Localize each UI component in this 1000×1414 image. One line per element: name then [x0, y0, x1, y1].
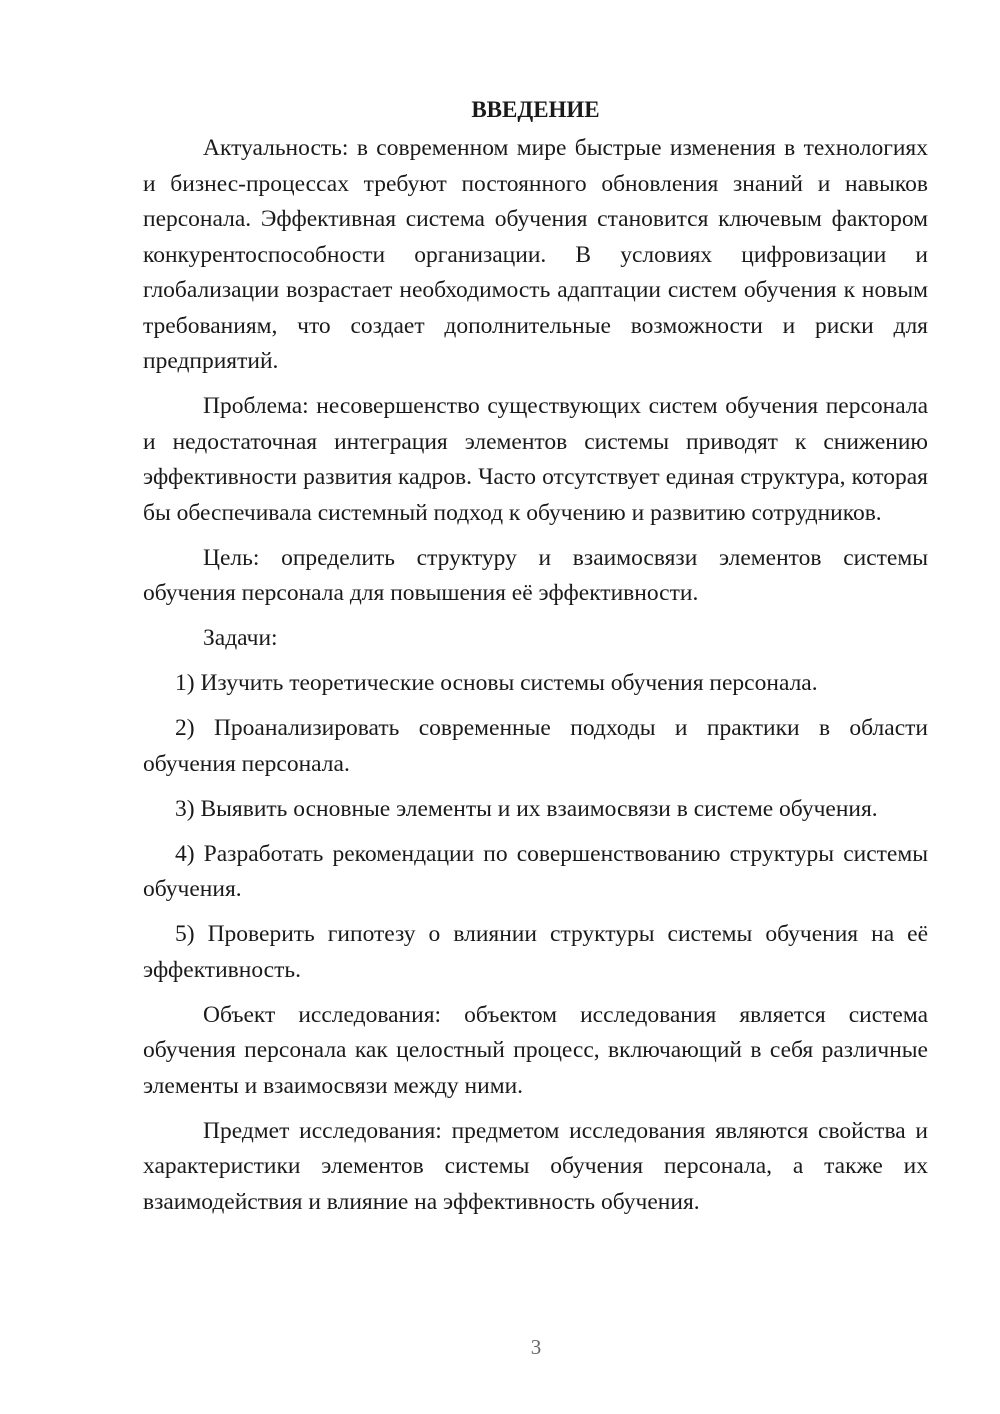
tasks-label: Задачи: [203, 625, 278, 651]
paragraph-object: Объект исследования: объектом исследования является система обучения персонала как целостный процесс, включающий в себя различные элементы и взаимосвязи между ними. [143, 1001, 928, 1099]
paragraph-goal: Цель: определить структуру и взаимосвязи элементов системы обучения персонала для повышения её эффективности. [143, 544, 928, 606]
paragraph-problem: Проблема: несовершенство существующих систем обучения персонала и недостаточная интеграция элементов системы приводят к снижению эффективности развития кадров. Часто отсутствует единая структура, которая бы обеспечивала системный подход к обучению и развитию сотрудников. [143, 393, 928, 526]
task-list [143, 666, 928, 988]
list-item: 3) Выявить основные элементы и их взаимосвязи в системе обучения. [175, 795, 878, 822]
paragraph-subject: Предмет исследования: предметом исследования являются свойства и характеристики элементов системы обучения персонала, а также их взаимодействия и влияние на эффективность обучения. [143, 1117, 928, 1215]
list-item: 5) Проверить гипотезу о влиянии структуры системы обучения на её эффективность. [143, 921, 928, 983]
section-heading: ВВЕДЕНИЕ [471, 97, 600, 122]
list-item: 2) Проанализировать современные подходы и практики в области обучения персонала. [143, 715, 928, 777]
page-number: 3 [530, 1335, 542, 1359]
list-item: 4) Разработать рекомендации по совершенствованию структуры системы обучения. [143, 840, 928, 902]
paragraph-relevance: Актуальность: в современном мире быстрые изменения в технологиях и бизнес-процессах требуют постоянного обновления знаний и навыков персонала. Эффективная система обучения становится ключевым фактором конкурентоспособности организации. В условиях цифровизации и глобализации возрастает необходимость адаптации систем обучения к новым требованиям, что создает дополнительные возможности и риски для предприятий. [143, 135, 928, 374]
page-content [143, 95, 928, 1220]
list-item: 1) Изучить теоретические основы системы обучения персонала. [175, 670, 818, 696]
